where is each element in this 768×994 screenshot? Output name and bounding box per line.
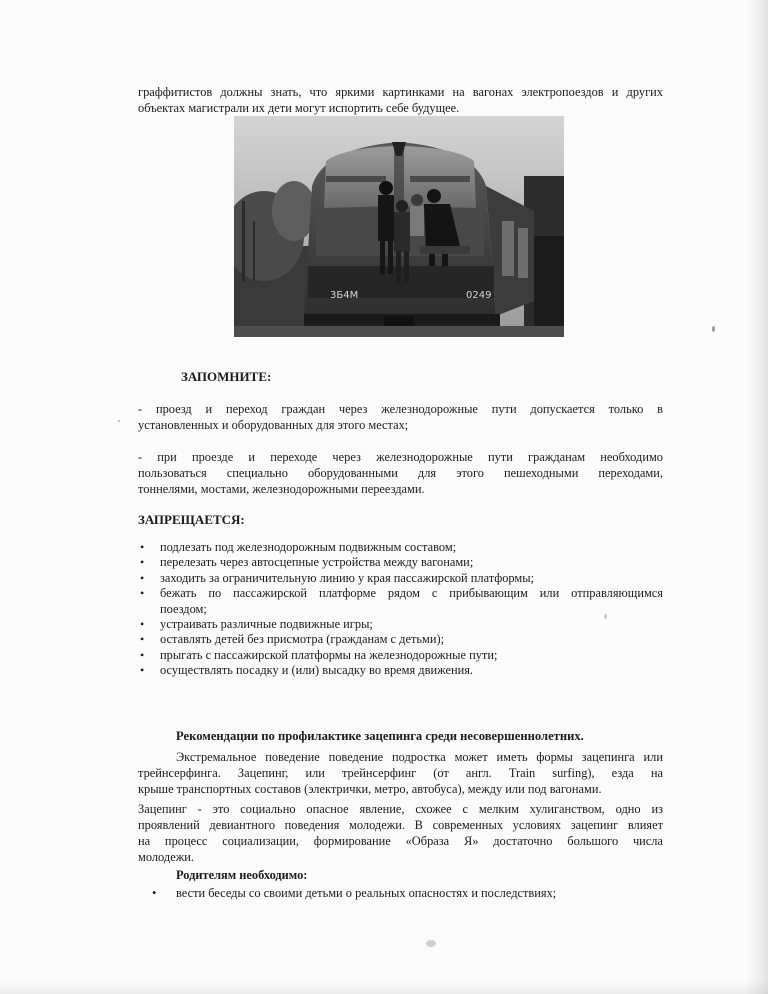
remember-item-1-line-1: - проезд и переход граждан через железнодорожные пути допускается только в [138, 402, 663, 416]
scan-speck [604, 614, 607, 619]
parents-bullet-icon: • [152, 886, 157, 900]
remember-item-2-line-3: тоннелями, мостами, железнодорожными переездами. [138, 482, 425, 496]
recommendations-heading: Рекомендации по профилактике зацепинга среди несовершеннолетних. [176, 729, 584, 743]
scan-speck [426, 940, 436, 947]
parents-heading: Родителям необходимо: [176, 868, 308, 882]
prohibited-item: • устраивать различные подвижные игры; [138, 617, 663, 632]
scan-edge-shadow [0, 980, 768, 994]
scan-speck [118, 420, 120, 422]
scan-speck [712, 326, 715, 332]
recommendations-p1-line-1: Экстремальное поведение поведение подростка может иметь формы зацепинга или [176, 750, 663, 764]
prohibited-item-4-line-1: • бежать по пассажирской платформе рядом с прибывающим или отправляющимся [160, 586, 663, 601]
prohibited-item: • прыгать с пассажирской платформы на железнодорожные пути; [138, 648, 663, 663]
intro-line-2: объектах магистрали их дети могут испортить себе будущее. [138, 101, 460, 115]
remember-item-2-line-1: - при проезде и переходе через железнодорожные пути гражданам необходимо [138, 450, 663, 464]
parents-item: вести беседы со своими детьми о реальных опасностях и последствиях; [176, 886, 557, 900]
remember-item-1-line-2: установленных и оборудованных для этого местах; [138, 418, 409, 432]
prohibited-item [138, 586, 663, 617]
scan-edge-shadow [746, 0, 768, 994]
prohibited-item: • подлезать под железнодорожным подвижным составом; [138, 540, 663, 555]
prohibited-item: • оставлять детей без присмотра (гражданам с детьми); [138, 632, 663, 647]
train-photo-graphic [234, 116, 564, 337]
prohibited-item-4-line-2: поездом; [160, 601, 207, 616]
train-photo [234, 116, 564, 337]
prohibited-heading: ЗАПРЕЩАЕТСЯ: [138, 512, 245, 527]
prohibited-item: • осуществлять посадку и (или) высадку во время движения. [138, 663, 663, 678]
train-number-left: 3Б4М [330, 290, 359, 301]
intro-line-1: граффитистов должны знать, что яркими картинками на вагонах электропоездов и других [138, 85, 663, 99]
recommendations-p1-line-2: трейнсерфинга. Зацепинг, или трейнсерфинг (от англ. Train surfing), езда на [138, 766, 663, 780]
recommendations-p2-line-3: на процесс социализации, формирование «Образа Я» достаточно большого числа [138, 834, 663, 848]
remember-heading: ЗАПОМНИТЕ: [181, 369, 272, 384]
recommendations-p2-line-2: проявлений девиантного поведения молодежи. В современных условиях зацепинг влияет [138, 818, 663, 832]
recommendations-p2-line-4: молодежи. [138, 850, 194, 864]
prohibited-item: • заходить за ограничительную линию у края пассажирской платформы; [138, 571, 663, 586]
remember-item-2-line-2: пользоваться специально оборудованными для этого пешеходными переходами, [138, 466, 663, 480]
train-number-right: 0249 [466, 290, 492, 301]
prohibited-item: • перелезать через автосцепные устройства между вагонами; [138, 555, 663, 570]
recommendations-p2-line-1: Зацепинг - это социально опасное явление, схожее с мелким хулиганством, одно из [138, 802, 663, 816]
prohibited-list [138, 540, 663, 679]
recommendations-p1-line-3: крыше транспортных составов (электрички, метро, автобуса), между или под вагонами. [138, 782, 602, 796]
